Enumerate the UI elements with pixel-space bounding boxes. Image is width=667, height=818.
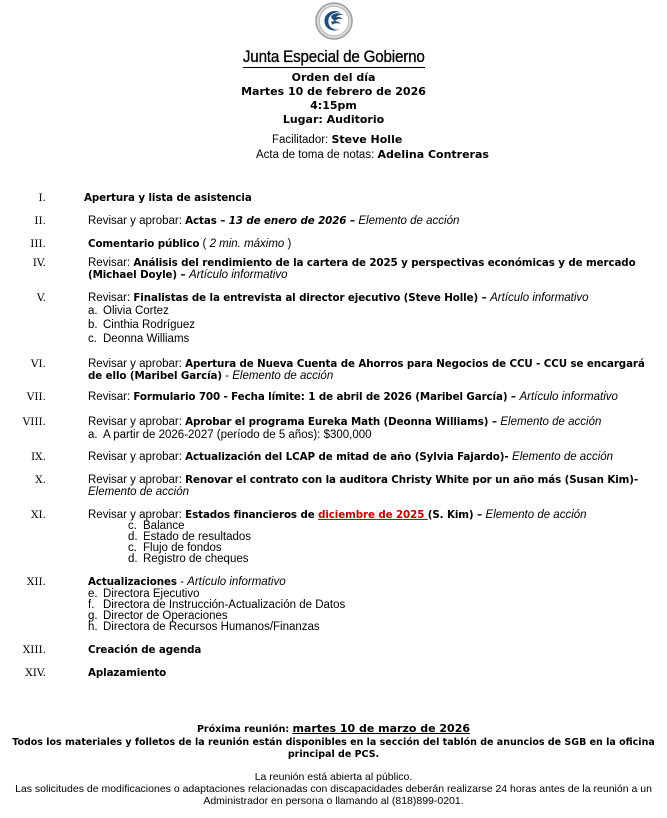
item-presenter: (S. Kim) (427, 509, 474, 521)
item-date: 13 de enero de 2026 (228, 215, 347, 227)
item-type: Artículo informativo (519, 391, 618, 403)
item-number: XI. (31, 509, 46, 521)
item-number: VII. (26, 391, 46, 403)
sub-letter: a. (88, 429, 98, 441)
sub-text: Registro de cheques (143, 553, 249, 565)
item-prefix: Revisar y aprobar: (88, 416, 186, 428)
sub-item (88, 429, 372, 441)
item-separator: – (478, 292, 491, 304)
sub-text: Olivia Cortez (103, 305, 169, 317)
item-title: Comentario público (88, 238, 200, 250)
item-paren: ) (284, 238, 292, 250)
item-prefix: Revisar y aprobar: (88, 451, 186, 463)
item-separator: – (488, 416, 501, 428)
note-taker (256, 148, 489, 162)
item-paren: ( (199, 238, 210, 250)
sub-letter: c. (128, 542, 137, 554)
meeting-time: 4:15pm (310, 99, 357, 112)
accommodation-notice-line2: Administrador en persona o llamando al (818)899-0201. (203, 795, 464, 807)
item-type: Artículo informativo (187, 576, 286, 588)
item-type: Artículo informativo (490, 292, 589, 304)
note-taker-label: Acta de toma de notas: (256, 149, 378, 161)
sub-letter: h. (88, 621, 98, 633)
item-prefix: Revisar: (88, 391, 134, 403)
item-prefix: Revisar y aprobar: (88, 215, 186, 227)
item-title: Análisis del rendimiento de la cartera de 2025 y perspectivas económicas y de mercado (133, 257, 636, 269)
item-type: Elemento de acción (500, 416, 602, 428)
item-number: XII. (26, 576, 46, 588)
sub-text: Directora Ejecutivo (103, 588, 200, 600)
item-prefix: Revisar y aprobar: (88, 358, 186, 370)
sub-item (88, 319, 195, 331)
meeting-location: Lugar: Auditorio (282, 113, 385, 126)
next-meeting-label: Próxima reunión: (196, 724, 293, 735)
sub-text: Director de Operaciones (103, 610, 228, 622)
financials-date-link[interactable]: diciembre de 2025 (318, 509, 428, 521)
item-number: IX. (31, 451, 46, 463)
item-separator: - (176, 576, 188, 588)
item-separator: – (346, 215, 359, 227)
item-title: Renovar el contrato con la auditora Christy White por un año más (Susan Kim)- (185, 474, 639, 486)
item-number: XIII. (22, 644, 46, 656)
item-number: X. (35, 474, 46, 486)
item-title: Aplazamiento (88, 667, 167, 679)
item-separator: - (504, 451, 513, 463)
eagle-c-emblem-icon (315, 2, 353, 40)
sub-letter: g. (88, 610, 98, 622)
subtitle: Orden del día (291, 71, 376, 84)
facilitator (272, 133, 402, 147)
sub-letter: a. (88, 305, 98, 317)
item-title: Estados financieros de (185, 509, 319, 521)
sub-item (88, 305, 169, 317)
sub-item (128, 553, 248, 565)
item-type: Elemento de acción (512, 451, 614, 463)
item-presenter: (Michael Doyle) (88, 269, 178, 281)
sub-text: Cinthia Rodríguez (103, 319, 196, 331)
item-title: Actualización del LCAP de mitad de año (Sylvia Fajardo) (185, 451, 505, 463)
item-note: 2 min. máximo (209, 238, 285, 250)
sub-text: Directora de Recursos Humanos/Finanzas (103, 621, 320, 633)
item-number: IV. (32, 257, 46, 269)
sub-letter: d. (128, 553, 138, 565)
sub-text: Estado de resultados (143, 531, 252, 543)
accommodation-notice-line1: Las solicitudes de modificaciones o adaptaciones relacionadas con discapacidades deberán realizarse 24 horas antes de la reunión a un (15, 783, 652, 795)
sub-text: Flujo de fondos (143, 542, 222, 554)
item-title: Creación de agenda (88, 644, 202, 656)
item-separator: - (221, 370, 233, 382)
page-title: Junta Especial de Gobierno (242, 48, 425, 66)
item-title: Aprobar el programa Eureka Math (Deonna Williams) (185, 416, 489, 428)
item-type: Elemento de acción (358, 215, 460, 227)
item-number: III. (30, 238, 46, 250)
item-prefix: Revisar: (88, 292, 134, 304)
item-separator: – (177, 269, 190, 281)
item-number: VIII. (22, 416, 46, 428)
open-meeting-notice: La reunión está abierta al público. (254, 771, 413, 783)
sub-item (88, 621, 320, 633)
item-separator: – (473, 509, 486, 521)
sub-item (88, 333, 189, 345)
sub-text: Deonna Williams (103, 333, 190, 345)
next-meeting-date: martes 10 de marzo de 2026 (292, 722, 471, 735)
item-number: V. (36, 292, 46, 304)
materials-notice-line2: principal de PCS. (287, 749, 380, 760)
next-meeting (0, 723, 667, 736)
item-type: Elemento de acción (88, 486, 190, 498)
sub-letter: c. (128, 520, 137, 532)
item-number: II. (34, 215, 46, 227)
item-number: XIV. (25, 667, 46, 679)
item-title: Actualizaciones (88, 576, 177, 588)
item-title: Formulario 700 - Fecha límite: 1 de abril de 2026 (Maribel García) (133, 391, 508, 403)
item-prefix: Revisar y aprobar: (88, 474, 186, 486)
note-taker-name: Adelina Contreras (377, 148, 489, 161)
item-prefix: Revisar y aprobar: (88, 509, 186, 521)
item-prefix: Revisar: (88, 257, 134, 269)
sub-letter: d. (128, 531, 138, 543)
facilitator-label: Facilitador: (272, 134, 332, 146)
item-number: I. (38, 192, 46, 204)
sub-letter: f. (88, 599, 95, 611)
item-type: Artículo informativo (189, 269, 288, 281)
sub-text: Balance (143, 520, 185, 532)
materials-notice-line1: Todos los materiales y folletos de la reunión están disponibles en la sección del tablón de anuncios de SGB en la oficina (12, 737, 655, 748)
sub-letter: e. (88, 588, 98, 600)
item-title: Finalistas de la entrevista al director ejecutivo (Steve Holle) (133, 292, 479, 304)
item-number: VI. (30, 358, 46, 370)
item-title: Apertura y lista de asistencia (84, 192, 252, 204)
item-separator: – (507, 391, 520, 403)
sub-text: Directora de Instrucción-Actualización de Datos (103, 599, 346, 611)
item-title: Actas – (185, 215, 229, 227)
item-type: Elemento de acción (485, 509, 587, 521)
sub-letter: c. (88, 333, 97, 345)
facilitator-name: Steve Holle (331, 133, 403, 146)
sub-text: A partir de 2026-2027 (período de 5 años): $300,000 (103, 429, 372, 441)
sub-letter: b. (88, 319, 98, 331)
meeting-date: Martes 10 de febrero de 2026 (241, 85, 426, 98)
item-title: Apertura de Nueva Cuenta de Ahorros para Negocios de CCU - CCU se encargará (185, 358, 645, 370)
item-type: Elemento de acción (232, 370, 334, 382)
item-presenter: de ello (Maribel García) (88, 370, 222, 382)
